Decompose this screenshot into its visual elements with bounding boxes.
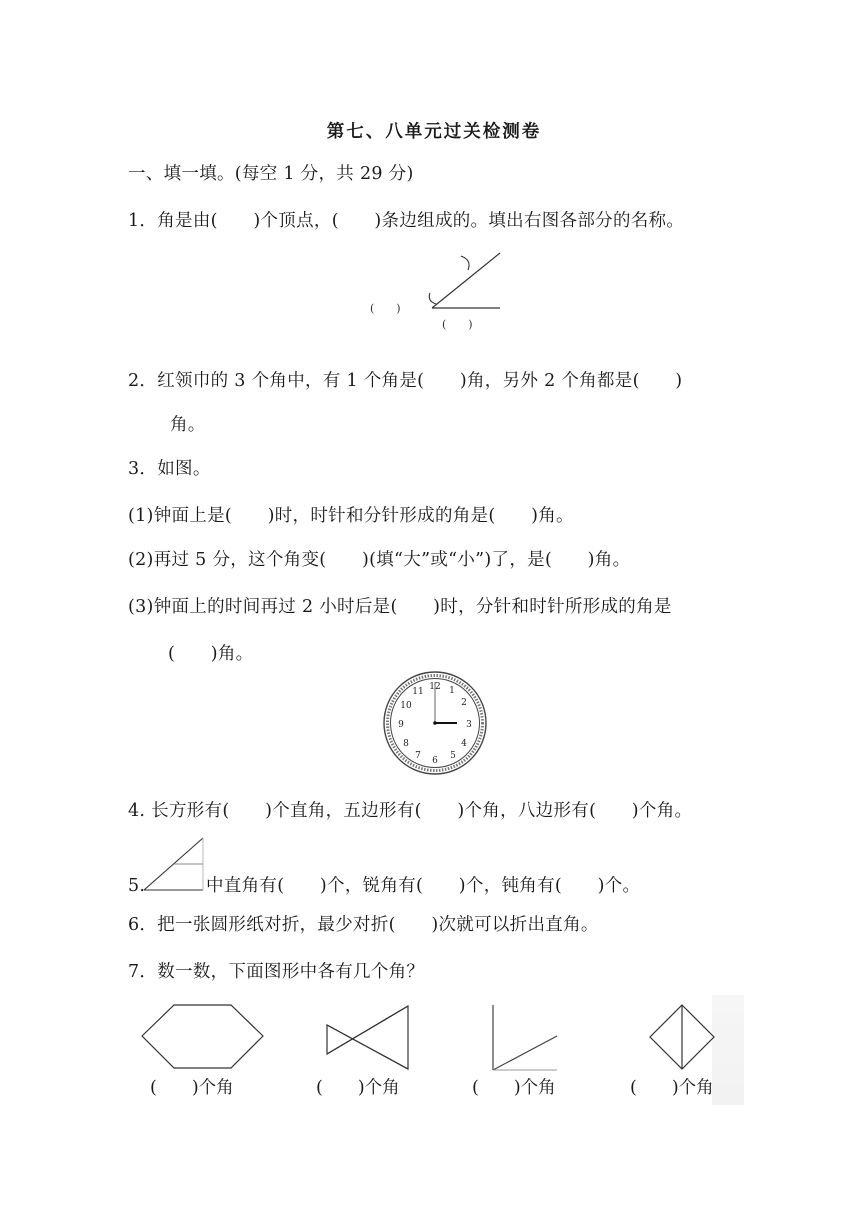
rhombus-answer-label: ( )个角 bbox=[630, 1078, 714, 1098]
question-3-sub-3: (3)钟面上的时间再过 2 小时后是( )时，分针和时针所形成的角是 bbox=[128, 597, 672, 617]
bowtie-answer-label: ( )个角 bbox=[316, 1078, 400, 1098]
question-5-text: 中直角有( )个，锐角有( )个，钝角有( )个。 bbox=[206, 876, 641, 896]
svg-text:6: 6 bbox=[432, 756, 438, 766]
question-3-sub-1: (1)钟面上是( )时，时针和分针形成的角是( )角。 bbox=[128, 506, 574, 526]
angle-with-ray-answer-label: ( )个角 bbox=[472, 1078, 556, 1098]
svg-text:5: 5 bbox=[450, 751, 456, 761]
question-5-number: 5. bbox=[128, 876, 146, 896]
question-7-text: 7．数一数，下面图形中各有几个角？ bbox=[128, 962, 425, 982]
angle-with-ray-shape bbox=[489, 1003, 561, 1073]
hexagon-shape bbox=[140, 1003, 266, 1073]
side-label-blank: ( ) bbox=[442, 318, 473, 331]
page-title: 第七、八单元过关检测卷 bbox=[326, 122, 542, 142]
hexagon-answer-label: ( )个角 bbox=[150, 1078, 234, 1098]
svg-text:2: 2 bbox=[461, 698, 467, 708]
question-3-sub-2: (2)再过 5 分，这个角变( )(填“大”或“小”)了，是( )角。 bbox=[128, 550, 631, 570]
angle-diagram bbox=[360, 245, 520, 340]
question-1-text: 1．角是由( )个顶点，( )条边组成的。填出右图各部分的名称。 bbox=[128, 211, 685, 231]
clock-face bbox=[382, 670, 488, 776]
question-3-sub-3-cont: ( )角。 bbox=[168, 644, 254, 664]
svg-text:1: 1 bbox=[449, 686, 455, 696]
section-heading-fill-in: 一、填一填。(每空 1 分，共 29 分) bbox=[128, 164, 414, 184]
question-4-text: 4. 长方形有( )个直角，五边形有( )个角，八边形有( )个角。 bbox=[128, 801, 693, 821]
svg-text:8: 8 bbox=[403, 739, 409, 749]
question-2-text: 2．红领巾的 3 个角中，有 1 个角是( )角，另外 2 个角都是( ) bbox=[128, 371, 683, 391]
svg-text:11: 11 bbox=[412, 687, 424, 697]
clock-number-12: 12 bbox=[429, 682, 441, 692]
vertex-label-blank: ( ) bbox=[370, 302, 401, 315]
question-2-text-cont: 角。 bbox=[170, 415, 206, 435]
side-label-mark-icon bbox=[461, 256, 469, 270]
svg-text:9: 9 bbox=[398, 720, 404, 730]
question-6-text: 6．把一张圆形纸对折，最少对折( )次就可以折出直角。 bbox=[128, 915, 599, 935]
svg-text:10: 10 bbox=[400, 701, 412, 711]
rhombus-with-diagonal-shape bbox=[648, 1003, 718, 1073]
bowtie-shape bbox=[324, 1003, 414, 1073]
triangle-figure bbox=[142, 836, 206, 892]
question-3-text: 3．如图。 bbox=[128, 459, 211, 479]
svg-text:7: 7 bbox=[415, 751, 421, 761]
svg-text:3: 3 bbox=[466, 720, 472, 730]
vertex-label-mark-icon bbox=[429, 293, 436, 304]
svg-text:4: 4 bbox=[461, 739, 467, 749]
